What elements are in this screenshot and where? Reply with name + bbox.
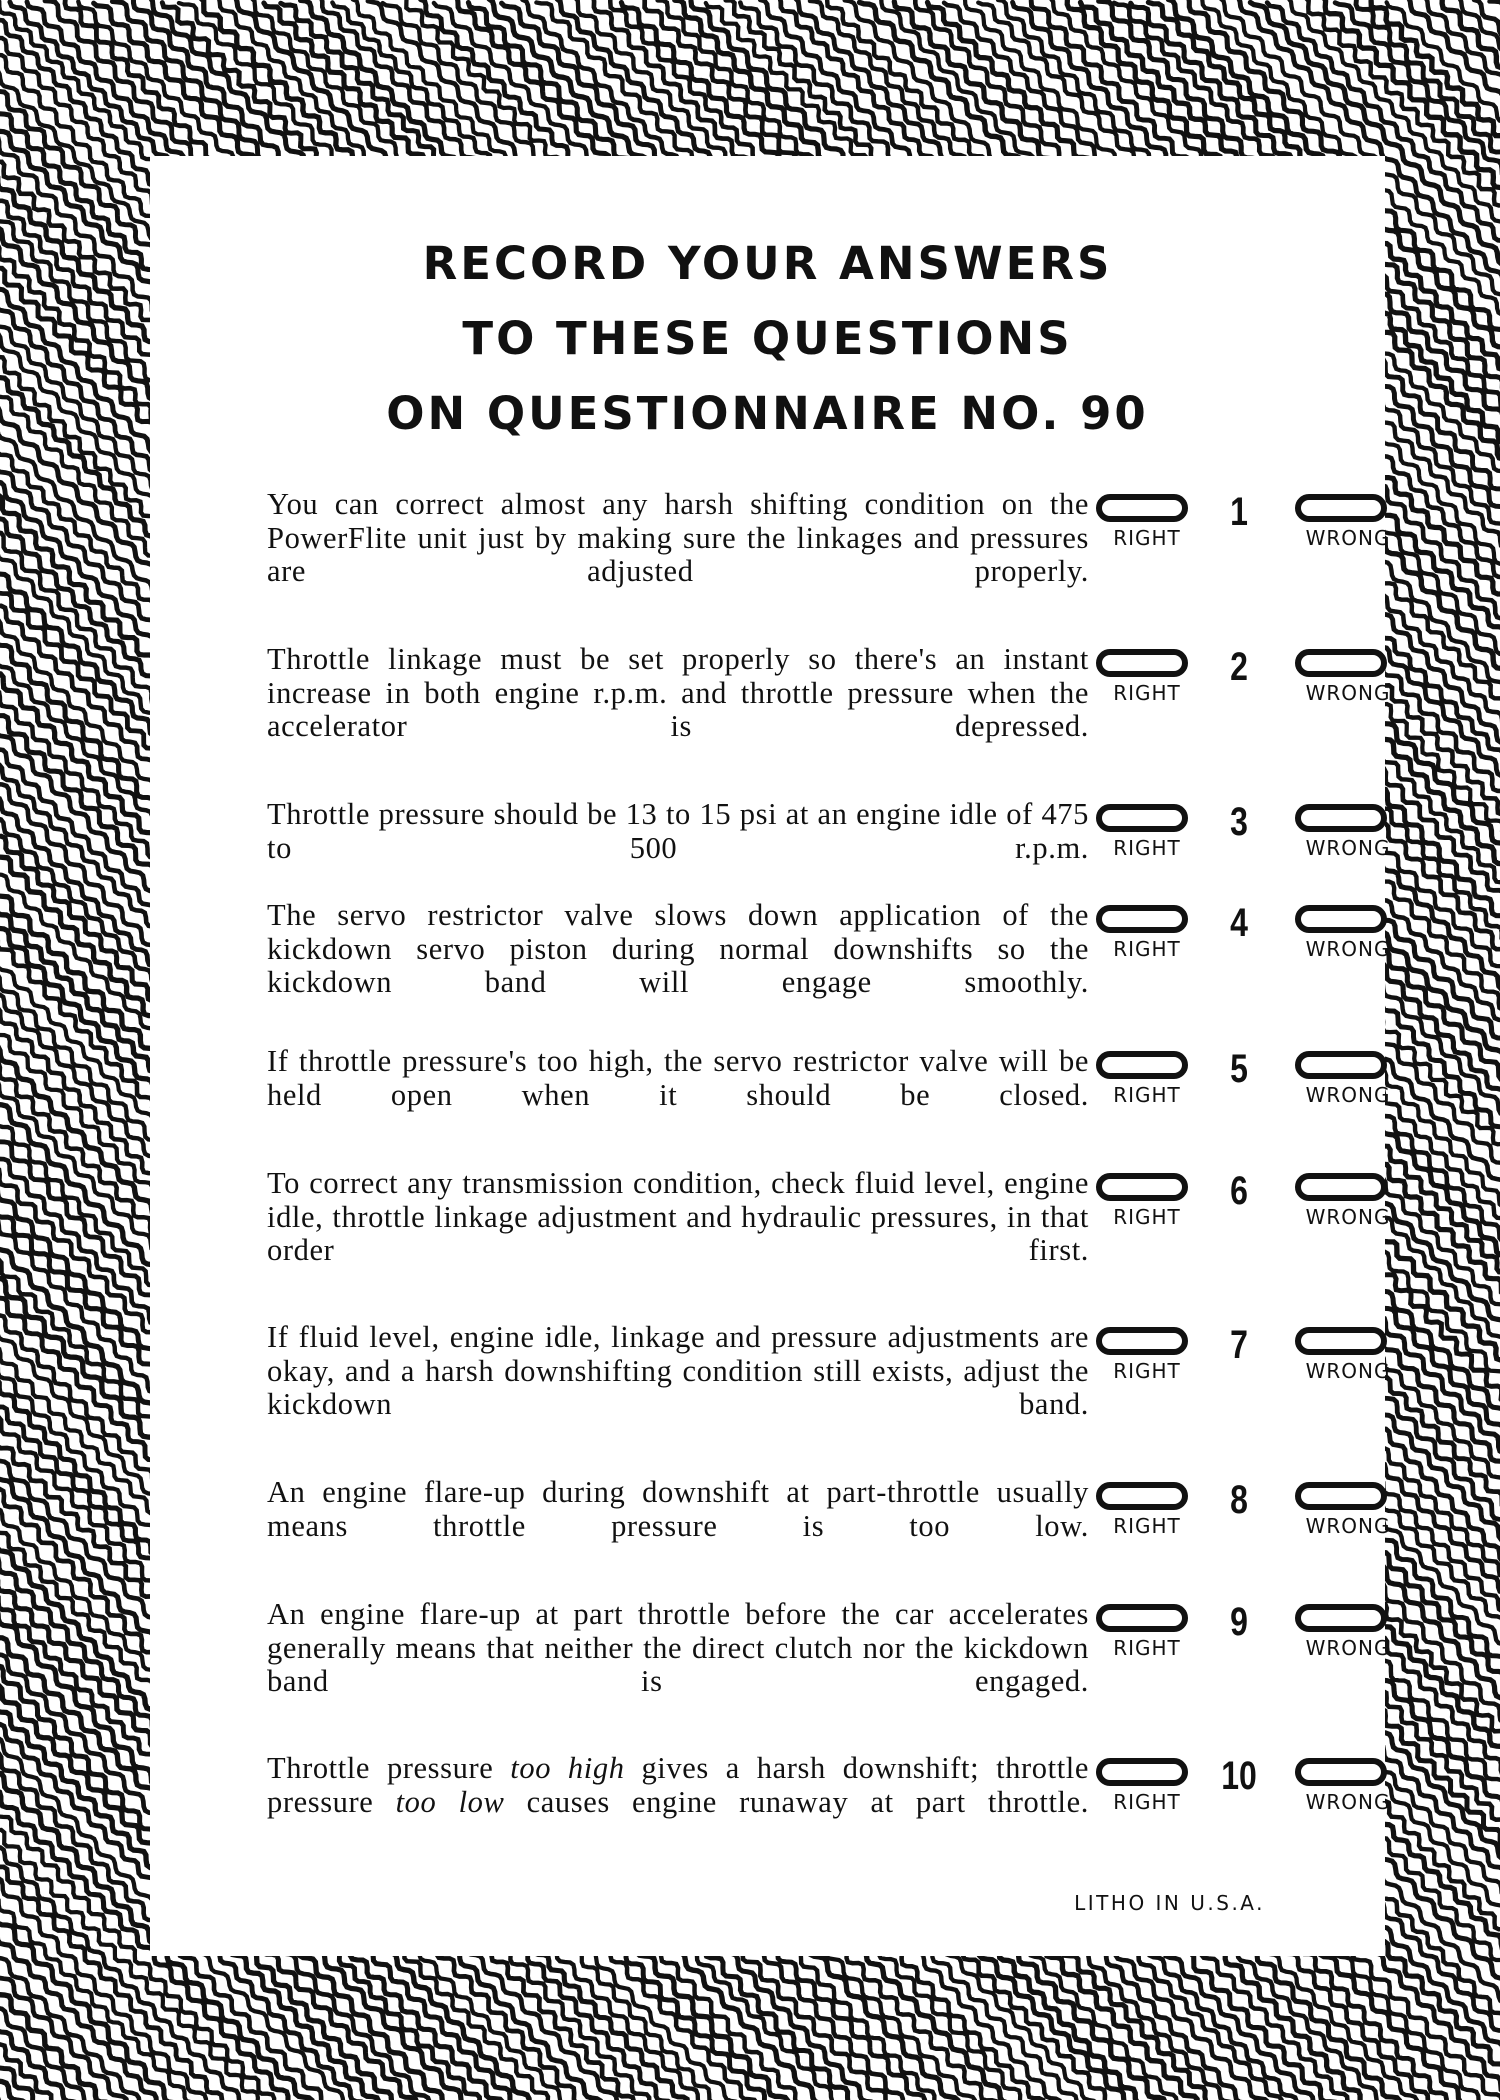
wrong-answer-option[interactable]	[1289, 1476, 1399, 1546]
question-number: 3	[1230, 800, 1248, 844]
right-answer-option[interactable]	[1092, 1598, 1202, 1668]
question-text-part: Throttle pressure	[267, 1751, 511, 1785]
right-answer-label: RIGHT	[1113, 1790, 1181, 1814]
wrong-answer-label: WRONG	[1305, 1083, 1391, 1107]
questionnaire-card	[150, 156, 1391, 1956]
wrong-answer-option[interactable]	[1289, 1167, 1399, 1237]
wrong-answer-oval[interactable]	[1295, 905, 1387, 933]
right-answer-option[interactable]	[1092, 643, 1202, 713]
title-line-1: RECORD YOUR ANSWERS	[422, 237, 1113, 290]
right-answer-oval[interactable]	[1096, 649, 1188, 677]
page-title	[150, 226, 1385, 451]
right-answer-label: RIGHT	[1113, 1205, 1181, 1229]
question-text: If fluid level, engine idle, linkage and pressure adjustments are okay, and a harsh downshifting condition still exists, adjust the kickdown band.	[267, 1320, 1089, 1421]
question-text: To correct any transmission condition, check fluid level, engine idle, throttle linkage adjustment and hydraulic pressures, in that order first.	[267, 1166, 1089, 1267]
right-answer-label: RIGHT	[1113, 1636, 1181, 1660]
question-item	[267, 1598, 1417, 1728]
wrong-answer-option[interactable]	[1289, 643, 1399, 713]
question-item	[267, 488, 1417, 618]
wrong-answer-label: WRONG	[1305, 1636, 1391, 1660]
right-answer-label: RIGHT	[1113, 1514, 1181, 1538]
question-item	[267, 1321, 1417, 1451]
question-number: 6	[1230, 1169, 1248, 1213]
question-number: 5	[1230, 1047, 1248, 1091]
wrong-answer-oval[interactable]	[1295, 1482, 1387, 1510]
wrong-answer-option[interactable]	[1289, 488, 1399, 558]
question-text-part: gives a harsh downshift; throttle pressure	[267, 1751, 1089, 1819]
right-answer-option[interactable]	[1092, 1045, 1202, 1115]
emphasis-too-low: too low	[395, 1784, 505, 1819]
right-answer-option[interactable]	[1092, 798, 1202, 868]
question-text: An engine flare-up at part throttle before the car accelerates generally means that neither the direct clutch nor the kickdown band is engaged.	[267, 1597, 1089, 1698]
question-number: 2	[1230, 645, 1248, 689]
question-text: An engine flare-up during downshift at part-throttle usually means throttle pressure is too low.	[267, 1475, 1089, 1543]
question-text: Throttle linkage must be set properly so there's an instant increase in both engine r.p.m. and throttle pressure when the accelerator is depressed.	[267, 642, 1089, 743]
question-text: The servo restrictor valve slows down application of the kickdown servo piston during normal downshifts so the kickdown band will engage smoothly.	[267, 898, 1089, 999]
wrong-answer-oval[interactable]	[1295, 649, 1387, 677]
right-answer-label: RIGHT	[1113, 1083, 1181, 1107]
wrong-answer-option[interactable]	[1289, 1598, 1399, 1668]
question-text: You can correct almost any harsh shifting condition on the PowerFlite unit just by making sure the linkages and pressures are adjusted properly.	[267, 487, 1089, 588]
wrong-answer-label: WRONG	[1305, 1205, 1391, 1229]
question-number: 9	[1230, 1600, 1248, 1644]
question-number: 7	[1230, 1323, 1248, 1367]
right-answer-label: RIGHT	[1113, 937, 1181, 961]
wrong-answer-label: WRONG	[1305, 1514, 1391, 1538]
wrong-answer-option[interactable]	[1289, 798, 1399, 868]
wrong-answer-option[interactable]	[1289, 1045, 1399, 1115]
right-answer-option[interactable]	[1092, 899, 1202, 969]
wrong-answer-label: WRONG	[1305, 681, 1391, 705]
wrong-answer-label: WRONG	[1305, 526, 1391, 550]
wrong-answer-option[interactable]	[1289, 1752, 1399, 1822]
wrong-answer-oval[interactable]	[1295, 1758, 1387, 1786]
printer-imprint: LITHO IN U.S.A.	[1074, 1891, 1265, 1915]
wrong-answer-oval[interactable]	[1295, 1051, 1387, 1079]
question-item	[267, 1752, 1417, 1882]
right-answer-label: RIGHT	[1113, 1359, 1181, 1383]
title-line-2: TO THESE QUESTIONS	[462, 312, 1073, 365]
question-item	[267, 643, 1417, 773]
question-text: Throttle pressure should be 13 to 15 psi at an engine idle of 475 to 500 r.p.m.	[267, 797, 1089, 865]
question-text-part: causes engine runaway at part throttle.	[504, 1784, 1089, 1819]
question-number: 4	[1230, 901, 1248, 945]
wrong-answer-oval[interactable]	[1295, 494, 1387, 522]
question-item	[267, 899, 1417, 1029]
wrong-answer-label: WRONG	[1305, 1790, 1391, 1814]
right-answer-option[interactable]	[1092, 1321, 1202, 1391]
right-answer-oval[interactable]	[1096, 494, 1188, 522]
wrong-answer-oval[interactable]	[1295, 804, 1387, 832]
question-item	[267, 1167, 1417, 1297]
question-number: 1	[1230, 490, 1248, 534]
wrong-answer-option[interactable]	[1289, 1321, 1399, 1391]
question-text: If throttle pressure's too high, the servo restrictor valve will be held open when it should be closed.	[267, 1044, 1089, 1112]
question-number: 10	[1221, 1754, 1257, 1798]
question-item	[267, 1045, 1417, 1175]
wrong-answer-label: WRONG	[1305, 937, 1391, 961]
wrong-answer-oval[interactable]	[1295, 1327, 1387, 1355]
question-number: 8	[1230, 1478, 1248, 1522]
right-answer-option[interactable]	[1092, 488, 1202, 558]
right-answer-oval[interactable]	[1096, 1482, 1188, 1510]
wrong-answer-label: WRONG	[1305, 1359, 1391, 1383]
right-answer-oval[interactable]	[1096, 905, 1188, 933]
right-answer-option[interactable]	[1092, 1476, 1202, 1546]
right-answer-oval[interactable]	[1096, 1327, 1188, 1355]
right-answer-oval[interactable]	[1096, 1051, 1188, 1079]
question-item	[267, 1476, 1417, 1606]
right-answer-oval[interactable]	[1096, 1604, 1188, 1632]
wrong-answer-oval[interactable]	[1295, 1173, 1387, 1201]
right-answer-label: RIGHT	[1113, 526, 1181, 550]
right-answer-oval[interactable]	[1096, 1758, 1188, 1786]
wrong-answer-label: WRONG	[1305, 836, 1391, 860]
right-answer-label: RIGHT	[1113, 681, 1181, 705]
emphasis-too-high: too high	[510, 1751, 625, 1785]
wrong-answer-oval[interactable]	[1295, 1604, 1387, 1632]
title-line-3: ON QUESTIONNAIRE NO. 90	[386, 387, 1149, 440]
right-answer-option[interactable]	[1092, 1752, 1202, 1822]
right-answer-label: RIGHT	[1113, 836, 1181, 860]
question-text	[267, 1752, 1089, 1819]
right-answer-oval[interactable]	[1096, 804, 1188, 832]
right-answer-option[interactable]	[1092, 1167, 1202, 1237]
wrong-answer-option[interactable]	[1289, 899, 1399, 969]
right-answer-oval[interactable]	[1096, 1173, 1188, 1201]
